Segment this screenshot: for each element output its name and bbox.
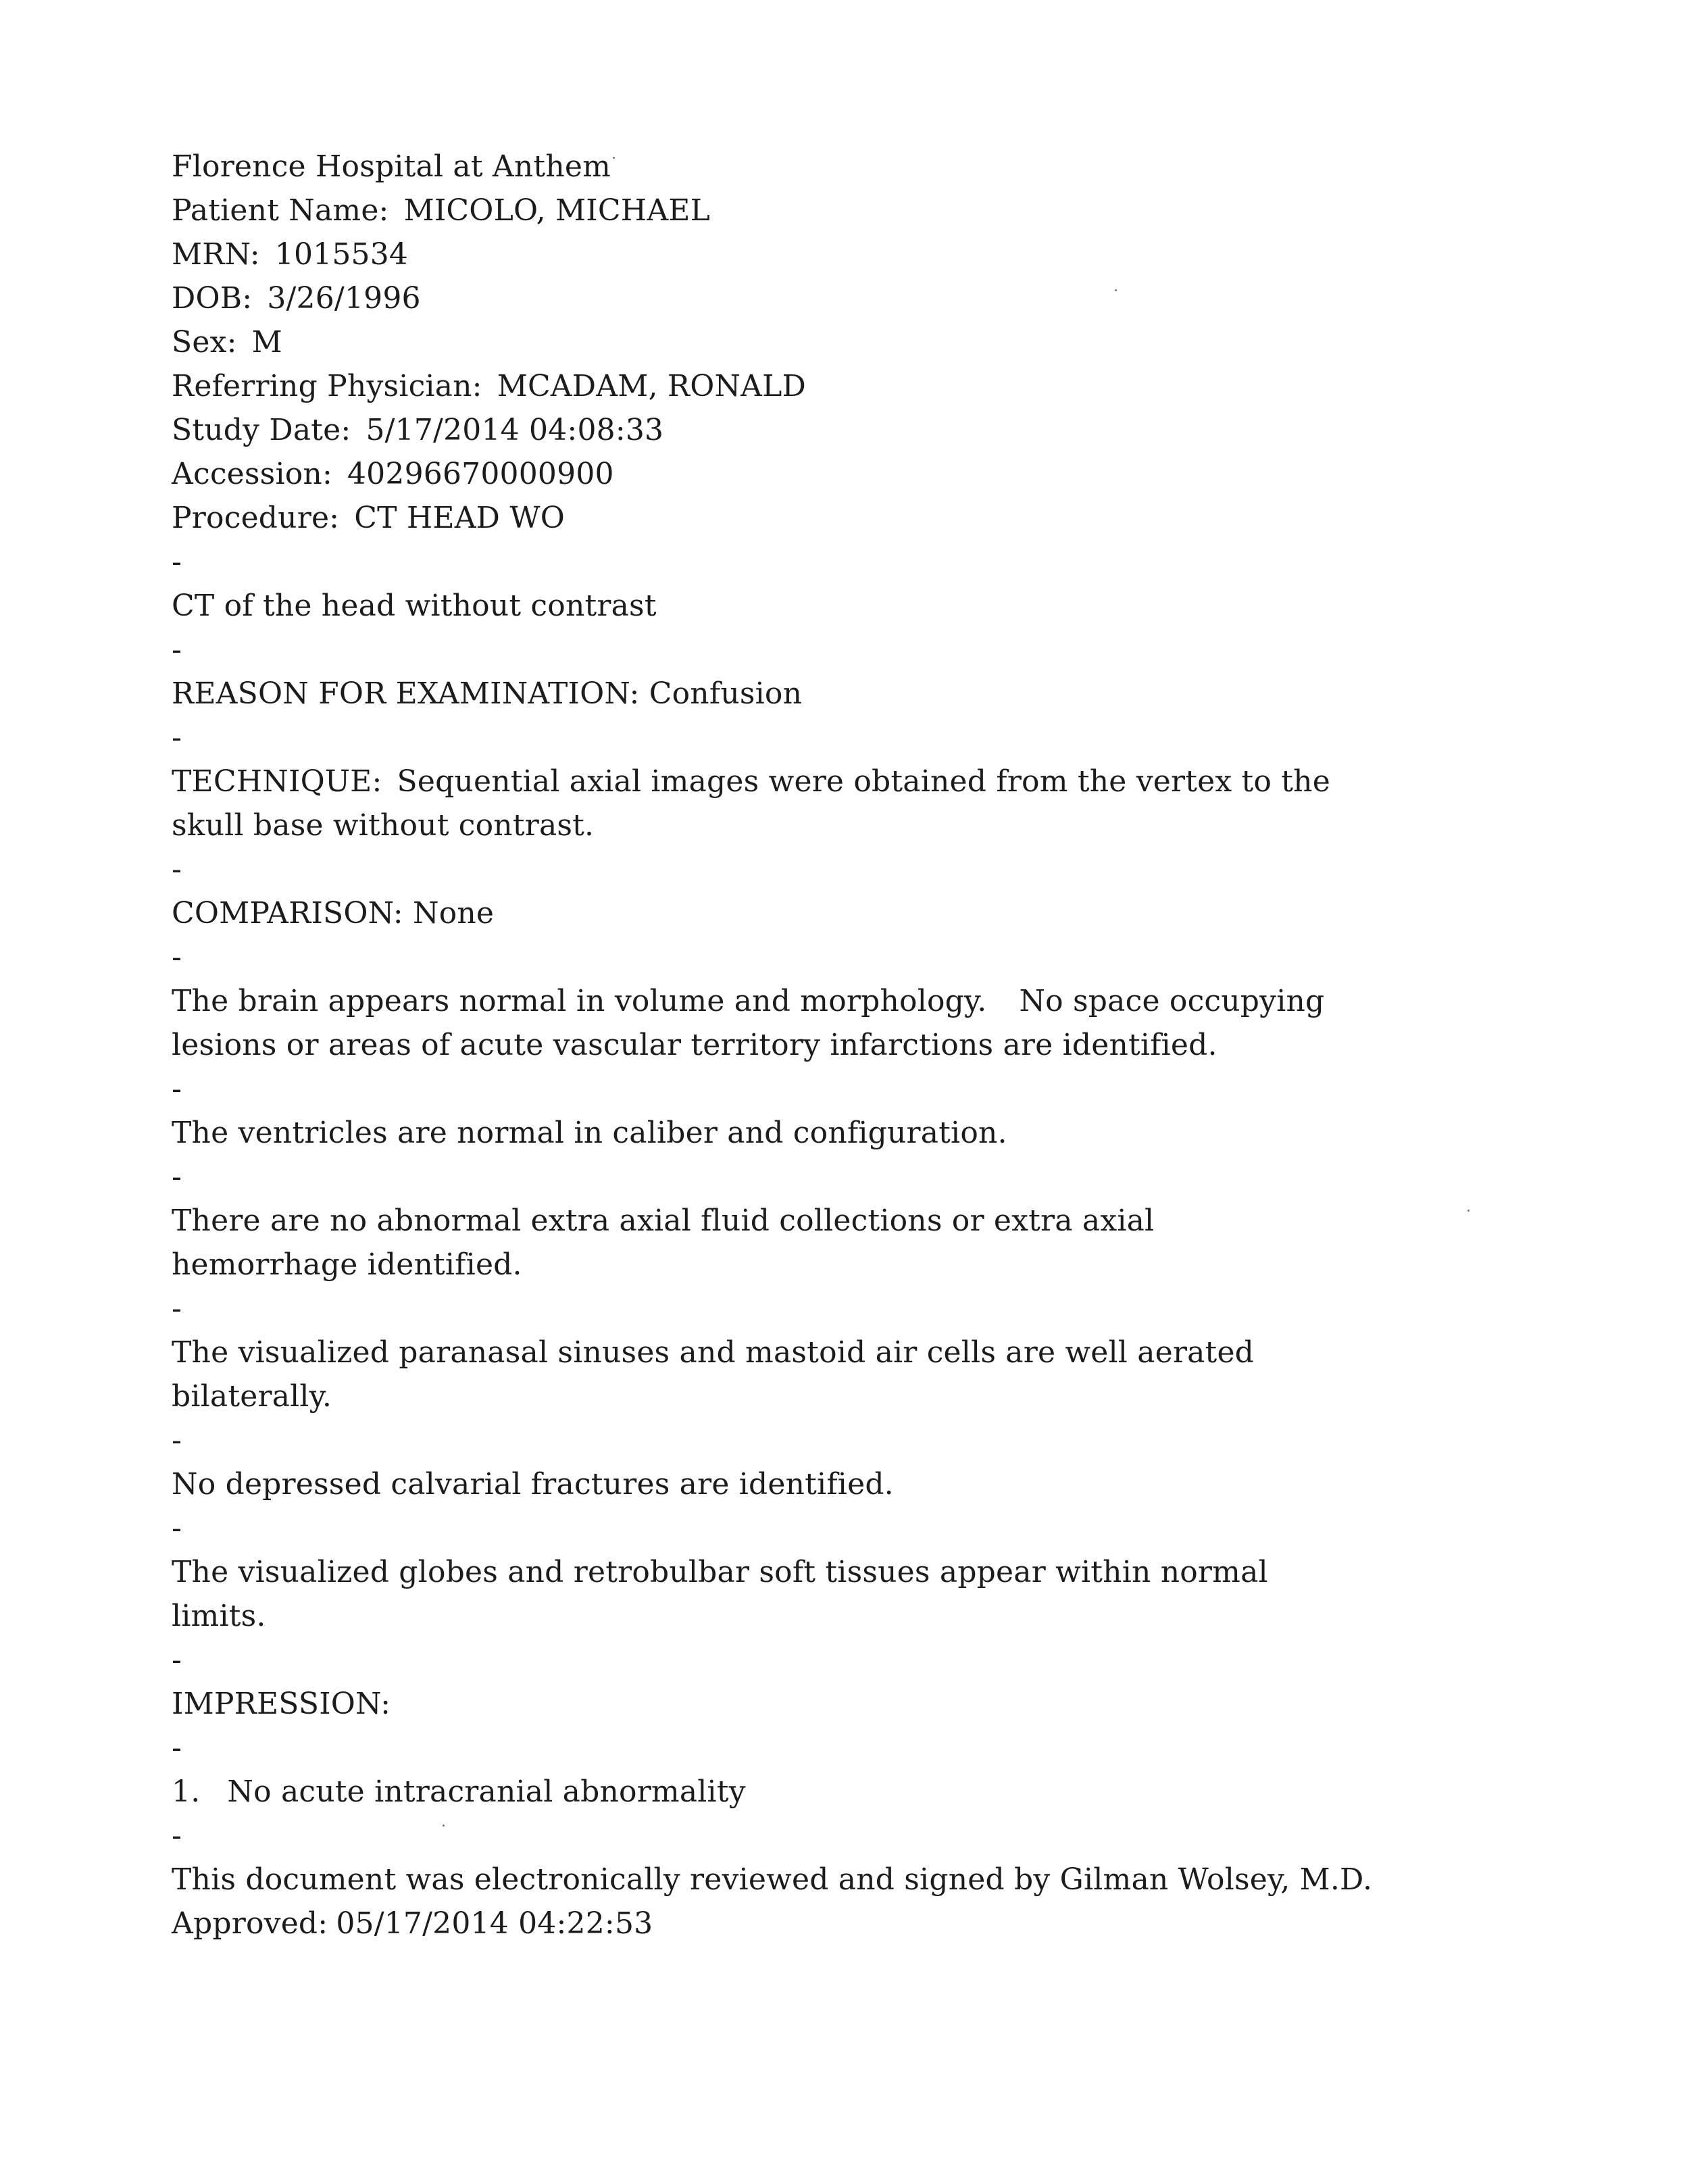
separator: - (172, 1511, 182, 1545)
separator: - (172, 1818, 182, 1853)
separator: - (172, 940, 182, 974)
comparison: COMPARISON: None (172, 896, 495, 930)
facility-name: Florence Hospital at Anthem (172, 149, 611, 184)
separator: - (172, 1731, 182, 1765)
separator: - (172, 632, 182, 667)
technique-text: Sequential axial images were obtained from the vertex to the (397, 764, 1330, 799)
separator: - (172, 1291, 182, 1326)
field-value: 5/17/2014 04:08:33 (366, 413, 664, 447)
separator: - (172, 1160, 182, 1194)
field-value: MICOLO, MICHAEL (403, 193, 711, 228)
scan-speck (1115, 289, 1117, 291)
procedure-row (172, 496, 1563, 540)
finding-extra-axial-line-1: There are no abnormal extra axial fluid collections or extra axial (172, 1203, 1155, 1238)
technique-label: TECHNIQUE: (172, 764, 382, 799)
finding-ventricles: The ventricles are normal in caliber and configuration. (172, 1116, 1007, 1150)
impression-text: No acute intracranial abnormality (227, 1775, 746, 1809)
finding-globes-line-2: limits. (172, 1599, 266, 1633)
field-label: Accession: (172, 457, 332, 491)
field-label: MRN: (172, 237, 260, 272)
separator: - (172, 852, 182, 887)
study-date-row (172, 408, 1563, 452)
impression-heading: IMPRESSION: (172, 1687, 391, 1721)
field-value: 3/26/1996 (267, 281, 421, 316)
field-value: 40296670000900 (347, 457, 614, 491)
field-label: Patient Name: (172, 193, 389, 228)
approved-label: Approved: (172, 1906, 328, 1941)
approved-row (172, 1902, 1563, 1945)
sex-row (172, 320, 1563, 364)
separator: - (172, 1423, 182, 1458)
scan-speck (613, 157, 615, 159)
mrn-row (172, 232, 1563, 276)
finding-sinuses-line-1: The visualized paranasal sinuses and mastoid air cells are well aerated (172, 1335, 1255, 1370)
approved-value: 05/17/2014 04:22:53 (336, 1906, 653, 1941)
scan-speck (1467, 1210, 1470, 1212)
radiology-report (172, 145, 1563, 1945)
finding-sinuses-line-2: bilaterally. (172, 1379, 332, 1414)
dob-row (172, 276, 1563, 320)
field-label: Referring Physician: (172, 369, 482, 403)
technique-line-1 (172, 760, 1563, 803)
field-value: MCADAM, RONALD (497, 369, 807, 403)
finding-text: The brain appears normal in volume and morphology. (172, 984, 987, 1018)
finding-text: No space occupying (1019, 984, 1325, 1018)
finding-brain-line-1 (172, 979, 1563, 1023)
separator: - (172, 1072, 182, 1106)
separator: - (172, 545, 182, 579)
field-label: Procedure: (172, 501, 340, 535)
separator: - (172, 720, 182, 755)
field-label: DOB: (172, 281, 253, 316)
impression-number: 1. (172, 1775, 201, 1809)
technique-line-2: skull base without contrast. (172, 808, 595, 843)
field-value: M (251, 325, 282, 359)
exam-title: CT of the head without contrast (172, 589, 657, 623)
referring-physician-row (172, 364, 1563, 408)
finding-globes-line-1: The visualized globes and retrobulbar soft tissues appear within normal (172, 1555, 1268, 1589)
scan-speck (443, 1825, 445, 1827)
reason-for-examination: REASON FOR EXAMINATION: Confusion (172, 676, 803, 711)
impression-item (172, 1770, 1563, 1814)
finding-calvarial: No depressed calvarial fractures are identified. (172, 1467, 894, 1502)
field-label: Sex: (172, 325, 237, 359)
separator: - (172, 1643, 182, 1677)
finding-brain-line-2: lesions or areas of acute vascular territory infarctions are identified. (172, 1028, 1217, 1062)
field-value: CT HEAD WO (354, 501, 566, 535)
patient-name-row (172, 189, 1563, 232)
field-label: Study Date: (172, 413, 351, 447)
signature-statement: This document was electronically reviewed and signed by Gilman Wolsey, M.D. (172, 1862, 1373, 1897)
field-value: 1015534 (274, 237, 409, 272)
finding-extra-axial-line-2: hemorrhage identified. (172, 1247, 522, 1282)
accession-row (172, 452, 1563, 496)
